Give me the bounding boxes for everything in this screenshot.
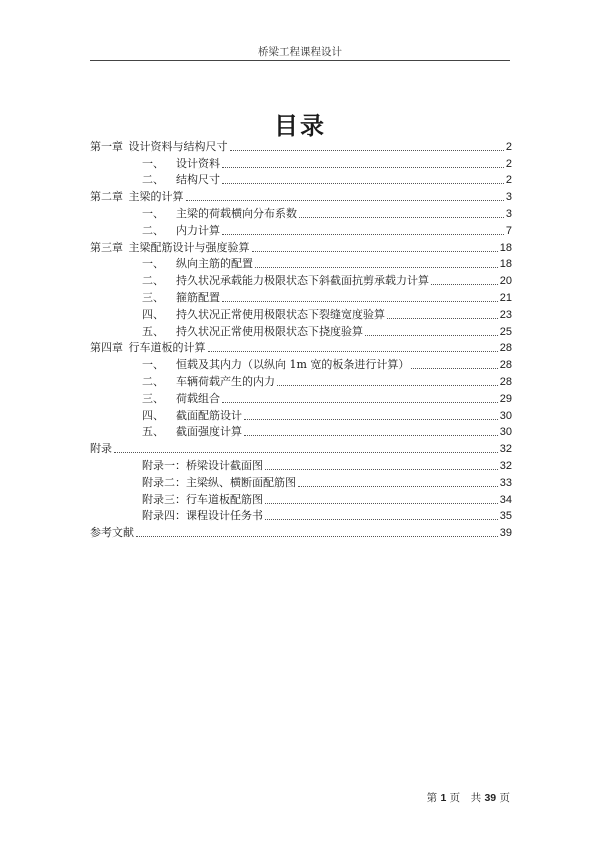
toc-entry-label — [142, 308, 385, 322]
toc-dot-leader — [265, 519, 498, 520]
toc-entry-number: 第一章 — [90, 139, 123, 153]
toc-entry-number: 四、 — [142, 408, 164, 422]
toc-dot-leader — [230, 150, 504, 151]
toc-entry-label — [142, 409, 242, 423]
toc-entry-number: 二、 — [142, 274, 164, 288]
table-of-contents — [90, 137, 512, 540]
toc-page-number: 28 — [499, 359, 512, 372]
toc-entry[interactable] — [90, 305, 512, 322]
toc-page-number: 2 — [505, 140, 512, 153]
toc-dot-leader — [222, 402, 498, 403]
toc-entry-text: 纵向主筋的配置 — [176, 257, 253, 271]
toc-entry[interactable] — [90, 372, 512, 389]
toc-dot-leader — [431, 284, 498, 285]
toc-entry-text: 截面强度计算 — [176, 425, 242, 439]
toc-entry-text: 车辆荷载产生的内力 — [176, 374, 275, 388]
toc-dot-leader — [244, 419, 498, 420]
toc-entry-text: 持久状况正常使用极限状态下裂缝宽度验算 — [176, 307, 385, 321]
toc-page-number: 32 — [499, 459, 512, 472]
toc-page-number: 30 — [499, 409, 512, 422]
toc-entry[interactable] — [90, 154, 512, 171]
toc-dot-leader — [222, 234, 504, 235]
toc-page-number: 23 — [499, 308, 512, 321]
toc-dot-leader — [299, 217, 504, 218]
toc-page-number: 35 — [499, 510, 512, 523]
toc-entry-label — [142, 459, 263, 473]
toc-entry-label — [142, 358, 409, 372]
toc-entry-label — [142, 274, 429, 288]
toc-entry-text: 附录二：主梁纵、横断面配筋图 — [142, 475, 296, 489]
toc-entry-number: 四、 — [142, 307, 164, 321]
footer-mid: 页 共 — [449, 792, 482, 804]
toc-entry[interactable] — [90, 339, 512, 356]
toc-entry-label — [142, 207, 297, 221]
toc-page-number: 32 — [499, 443, 512, 456]
toc-entry-text: 附录四：课程设计任务书 — [142, 509, 263, 523]
toc-page-number: 7 — [505, 224, 512, 237]
toc-entry-number: 第二章 — [90, 190, 123, 204]
toc-dot-leader — [387, 318, 498, 319]
toc-entry[interactable] — [90, 204, 512, 221]
footer-total-pages: 39 — [484, 792, 497, 804]
toc-dot-leader — [298, 486, 498, 487]
toc-entry-label — [142, 375, 275, 389]
toc-dot-leader — [222, 167, 504, 168]
toc-entry-text: 附录 — [90, 442, 112, 456]
toc-entry-number: 二、 — [142, 223, 164, 237]
toc-entry-text: 截面配筋设计 — [176, 408, 242, 422]
toc-entry-text: 主梁的计算 — [128, 190, 184, 204]
toc-dot-leader — [208, 351, 498, 352]
toc-entry-number: 三、 — [142, 391, 164, 405]
toc-entry-label — [142, 257, 253, 271]
toc-page-number: 21 — [499, 291, 512, 304]
toc-entry-number: 一、 — [142, 206, 164, 220]
toc-entry[interactable] — [90, 221, 512, 238]
toc-entry-label — [90, 140, 228, 154]
toc-entry[interactable] — [90, 137, 512, 154]
toc-entry[interactable] — [90, 171, 512, 188]
toc-entry-label — [142, 425, 242, 439]
toc-entry-text: 设计资料 — [176, 156, 220, 170]
toc-dot-leader — [222, 183, 504, 184]
toc-entry-text: 荷载组合 — [176, 391, 220, 405]
toc-entry-number: 五、 — [142, 324, 164, 338]
toc-page-number: 28 — [499, 342, 512, 355]
toc-entry-label — [90, 526, 134, 540]
toc-page-number: 2 — [505, 157, 512, 170]
toc-entry-label — [142, 325, 363, 339]
toc-dot-leader — [136, 536, 498, 537]
toc-entry-number: 一、 — [142, 257, 164, 271]
footer-suffix: 页 — [499, 792, 510, 804]
toc-entry-text: 附录三：行车道板配筋图 — [142, 492, 263, 506]
toc-entry[interactable] — [90, 473, 512, 490]
toc-entry-label — [142, 493, 263, 507]
toc-entry[interactable] — [90, 288, 512, 305]
header-rule — [90, 60, 510, 61]
toc-page-number: 39 — [499, 527, 512, 540]
toc-page-number: 2 — [505, 174, 512, 187]
toc-entry[interactable] — [90, 439, 512, 456]
toc-entry-label — [142, 157, 220, 171]
toc-dot-leader — [114, 452, 498, 453]
toc-dot-leader — [265, 503, 498, 504]
toc-entry[interactable] — [90, 406, 512, 423]
toc-entry-text: 行车道板的计算 — [128, 341, 206, 355]
toc-dot-leader — [255, 267, 498, 268]
toc-entry-text: 设计资料与结构尺寸 — [128, 139, 228, 153]
toc-entry-label — [142, 509, 263, 523]
toc-page-number: 18 — [499, 258, 512, 271]
toc-entry[interactable] — [90, 355, 512, 372]
toc-dot-leader — [365, 335, 498, 336]
toc-page-number: 30 — [499, 426, 512, 439]
toc-entry-label — [90, 341, 206, 355]
toc-entry[interactable] — [90, 490, 512, 507]
toc-entry[interactable] — [90, 507, 512, 524]
toc-entry-label — [142, 224, 220, 238]
toc-entry-label — [142, 173, 220, 187]
toc-entry-number: 三、 — [142, 290, 164, 304]
toc-entry-number: 二、 — [142, 374, 164, 388]
toc-entry-text: 持久状况正常使用极限状态下挠度验算 — [176, 324, 363, 338]
toc-entry-text: 箍筋配置 — [176, 290, 220, 304]
toc-dot-leader — [252, 251, 498, 252]
toc-page-number: 33 — [499, 476, 512, 489]
toc-entry[interactable] — [90, 523, 512, 540]
toc-entry[interactable] — [90, 322, 512, 339]
toc-page-number: 34 — [499, 493, 512, 506]
toc-entry[interactable] — [90, 423, 512, 440]
toc-entry-label — [90, 190, 184, 204]
toc-page-number: 29 — [499, 392, 512, 405]
toc-entry-label — [142, 291, 220, 305]
toc-dot-leader — [277, 385, 498, 386]
toc-dot-leader — [222, 301, 498, 302]
toc-entry-label — [142, 392, 220, 406]
toc-entry[interactable] — [90, 187, 512, 204]
toc-page-number: 18 — [499, 241, 512, 254]
page-title: 目录 — [274, 112, 326, 140]
toc-entry-label — [142, 476, 296, 490]
toc-entry-number: 第四章 — [90, 341, 123, 355]
toc-entry[interactable] — [90, 255, 512, 272]
toc-entry-number: 五、 — [142, 425, 164, 439]
toc-entry-number: 第三章 — [90, 240, 123, 254]
toc-entry-number: 二、 — [142, 173, 164, 187]
toc-entry-text: 结构尺寸 — [176, 173, 220, 187]
toc-entry[interactable] — [90, 271, 512, 288]
toc-entry[interactable] — [90, 389, 512, 406]
toc-dot-leader — [265, 469, 498, 470]
page-footer — [90, 790, 510, 805]
toc-page-number: 3 — [505, 191, 512, 204]
toc-dot-leader — [244, 435, 498, 436]
toc-page-number: 20 — [499, 275, 512, 288]
toc-dot-leader — [186, 200, 504, 201]
toc-entry-text: 持久状况承载能力极限状态下斜截面抗剪承载力计算 — [176, 274, 429, 288]
toc-entry-text: 参考文献 — [90, 526, 134, 540]
toc-entry-label — [90, 241, 250, 255]
toc-page-number: 3 — [505, 207, 512, 220]
toc-entry-text: 主梁的荷载横向分布系数 — [176, 206, 297, 220]
running-header: 桥梁工程课程设计 — [258, 46, 342, 58]
footer-prefix: 第 — [426, 792, 438, 804]
toc-entry-text: 内力计算 — [176, 223, 220, 237]
toc-entry-number: 一、 — [142, 156, 164, 170]
toc-entry-text: 恒载及其内力（以纵向 1m 宽的板条进行计算） — [176, 358, 410, 372]
toc-entry-text: 附录一：桥梁设计截面图 — [142, 458, 263, 472]
toc-entry[interactable] — [90, 238, 512, 255]
toc-entry-text: 主梁配筋设计与强度验算 — [128, 240, 250, 254]
footer-page-number: 1 — [440, 792, 447, 804]
toc-entry-label — [90, 442, 112, 456]
toc-page-number: 25 — [499, 325, 512, 338]
toc-entry[interactable] — [90, 456, 512, 473]
toc-page-number: 28 — [499, 375, 512, 388]
toc-entry-number: 一、 — [142, 358, 164, 372]
toc-dot-leader — [411, 368, 497, 369]
